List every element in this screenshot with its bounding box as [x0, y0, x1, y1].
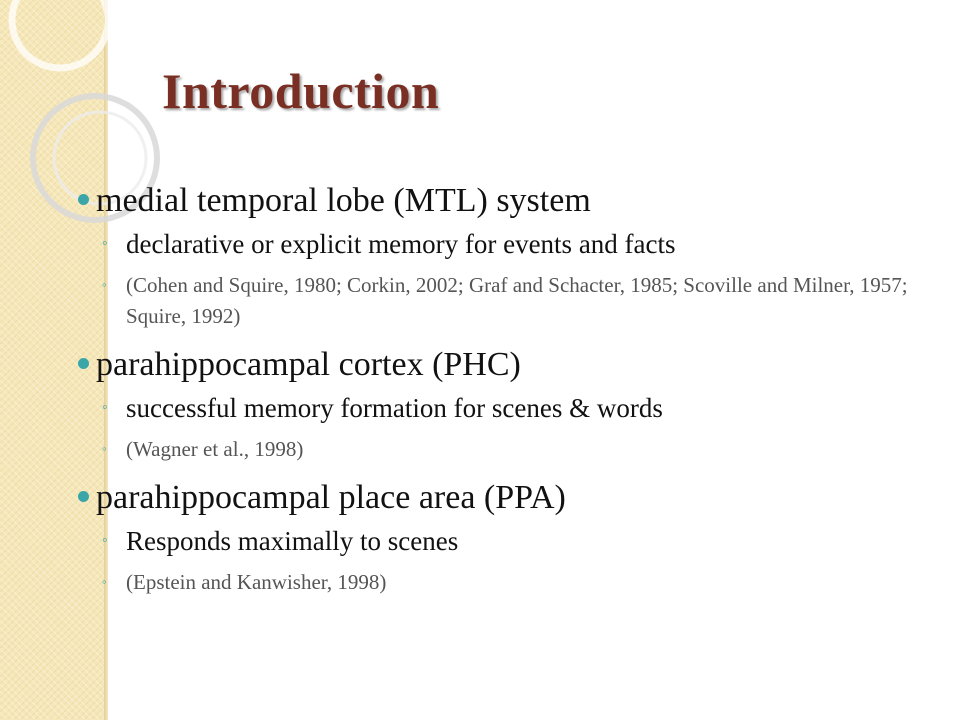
sub-bullet-item — [78, 224, 938, 264]
sub-bullet-item — [78, 388, 938, 428]
citation-item — [78, 264, 938, 332]
bullet-item — [78, 475, 938, 521]
ring-bullet-icon: ◦ — [102, 399, 108, 416]
sub-bullet-text: declarative or explicit memory for events and facts — [126, 229, 676, 259]
bullet-group-ppa — [78, 475, 938, 598]
sub-bullet-item — [78, 521, 938, 561]
sub-bullet-text: Responds maximally to scenes — [126, 526, 459, 556]
bullet-text: parahippocampal place area (PPA) — [96, 479, 566, 516]
bullet-text: medial temporal lobe (MTL) system — [96, 182, 591, 219]
bullet-item — [78, 342, 938, 388]
ring-bullet-icon: ◦ — [102, 574, 107, 589]
citation-item — [78, 561, 938, 598]
bullet-text: parahippocampal cortex (PHC) — [96, 346, 521, 383]
bullet-dot-icon — [78, 491, 89, 502]
ring-bullet-icon: ◦ — [102, 532, 108, 549]
citation-text: (Cohen and Squire, 1980; Corkin, 2002; Graf and Schacter, 1985; Scoville and Milner, 1957; Squire, 1992) — [126, 273, 908, 328]
bullet-group-phc — [78, 342, 938, 465]
ring-bullet-icon: ◦ — [102, 235, 108, 252]
ring-bullet-icon: ◦ — [102, 441, 107, 456]
bullet-group-mtl — [78, 178, 938, 332]
citation-text: (Wagner et al., 1998) — [126, 437, 304, 461]
bullet-dot-icon — [78, 358, 89, 369]
citation-text: (Epstein and Kanwisher, 1998) — [126, 570, 387, 594]
slide-title: Introduction — [162, 63, 440, 119]
slide-content — [78, 178, 938, 608]
ring-bullet-icon: ◦ — [102, 277, 107, 292]
bullet-item — [78, 178, 938, 224]
ring-large — [12, 0, 108, 68]
citation-item — [78, 428, 938, 465]
bullet-dot-icon — [78, 194, 89, 205]
sub-bullet-text: successful memory formation for scenes & words — [126, 393, 663, 423]
